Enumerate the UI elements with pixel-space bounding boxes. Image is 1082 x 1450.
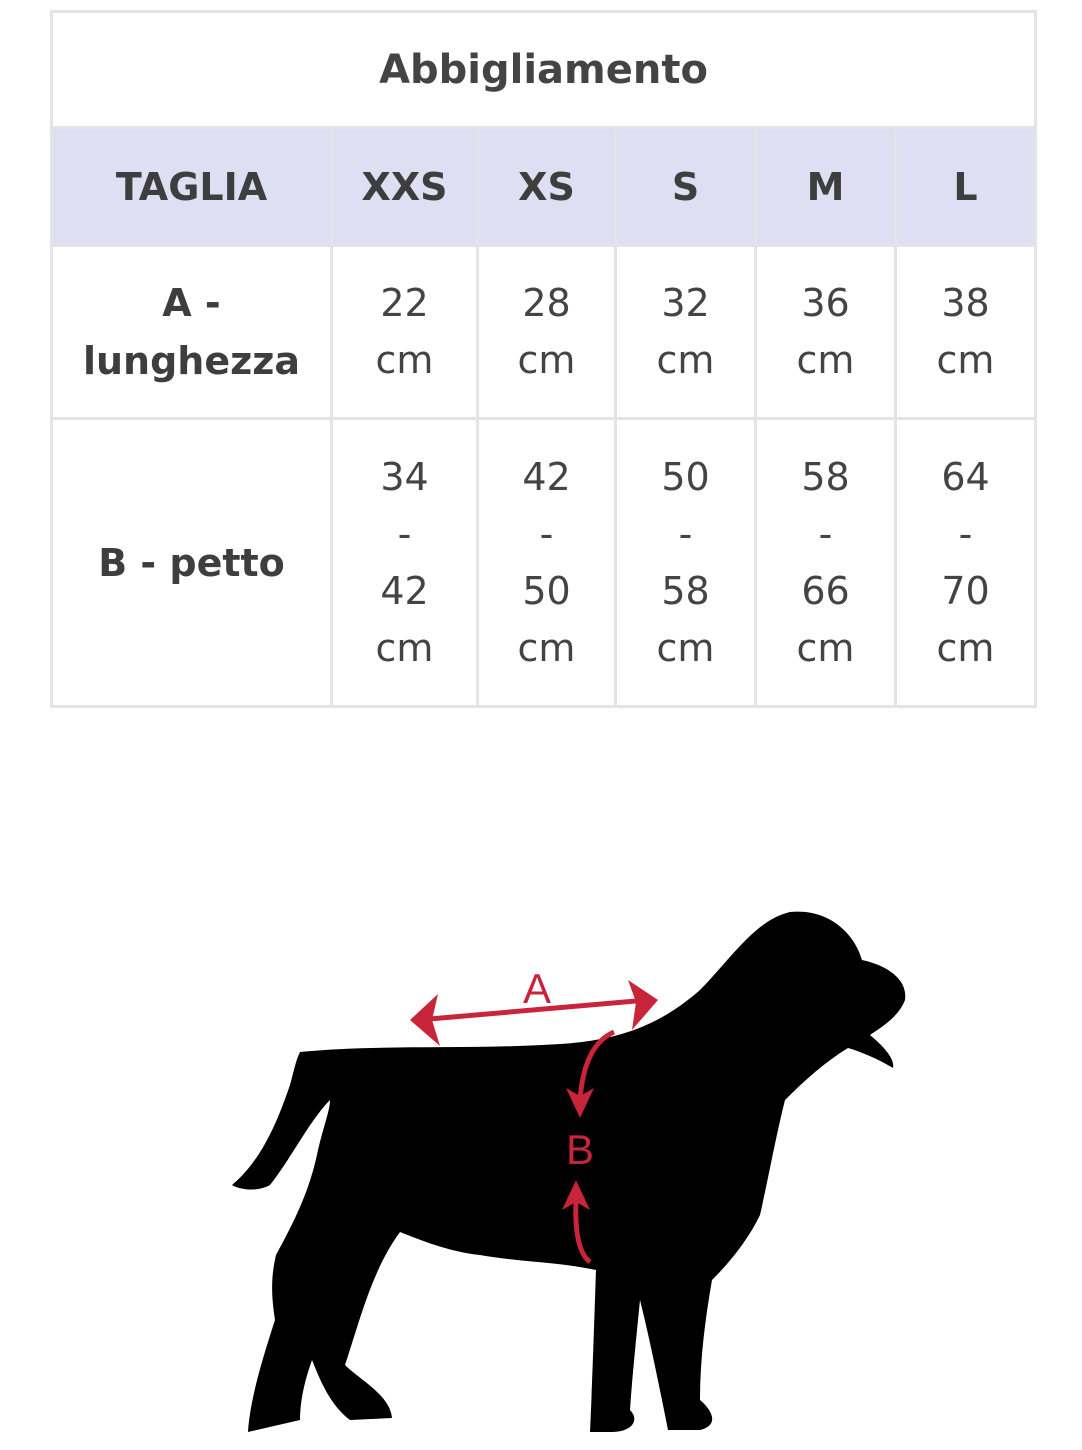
dog-diagram-svg [220,900,920,1440]
value-unit: cm [517,625,576,670]
diagram-label-a: A [522,965,552,1012]
value-to: 58 [661,568,710,613]
value-to: 42 [380,568,429,613]
table-title: Abbigliamento [52,12,1036,128]
value-to: 50 [522,568,571,613]
value-from: 58 [801,454,850,499]
value-cell [896,419,1036,707]
value-from: 50 [661,454,710,499]
value-cell [478,246,616,419]
value-number: 32 [661,281,710,325]
value-cell [756,419,896,707]
value-number: 36 [801,281,850,325]
header-l: L [896,128,1036,246]
table-row-petto [52,419,1036,707]
value-number: 28 [522,281,571,325]
value-unit: cm [375,625,434,670]
value-number: 22 [380,281,429,325]
value-unit: cm [656,338,715,382]
header-m: M [756,128,896,246]
value-from: 34 [380,454,429,499]
table-row-lunghezza [52,246,1036,419]
value-to: 70 [941,568,990,613]
row-label-lunghezza [52,246,332,419]
value-unit: cm [936,625,995,670]
diagram-label-b: B [565,1126,595,1173]
value-cell [616,419,756,707]
row-label-line: A - [162,281,221,325]
value-unit: cm [656,625,715,670]
value-from: 64 [941,454,990,499]
header-xxs: XXS [332,128,478,246]
dog-measurement-diagram [220,900,920,1440]
value-unit: cm [936,338,995,382]
value-cell [616,246,756,419]
value-unit: cm [517,338,576,382]
value-cell [756,246,896,419]
value-dash: - [818,511,833,556]
value-unit: cm [796,625,855,670]
value-from: 42 [522,454,571,499]
value-cell [332,246,478,419]
value-number: 38 [941,281,990,325]
value-cell [478,419,616,707]
value-dash: - [539,511,554,556]
value-dash: - [958,511,973,556]
row-label-petto: B - petto [52,419,332,707]
row-label-line: lunghezza [82,339,301,383]
header-taglia: TAGLIA [52,128,332,246]
value-to: 66 [801,568,850,613]
table-header-row [52,128,1036,246]
header-s: S [616,128,756,246]
value-cell [896,246,1036,419]
value-dash: - [397,511,412,556]
value-unit: cm [375,338,434,382]
header-xs: XS [478,128,616,246]
value-dash: - [678,511,693,556]
value-cell [332,419,478,707]
size-table [50,10,1037,708]
value-unit: cm [796,338,855,382]
